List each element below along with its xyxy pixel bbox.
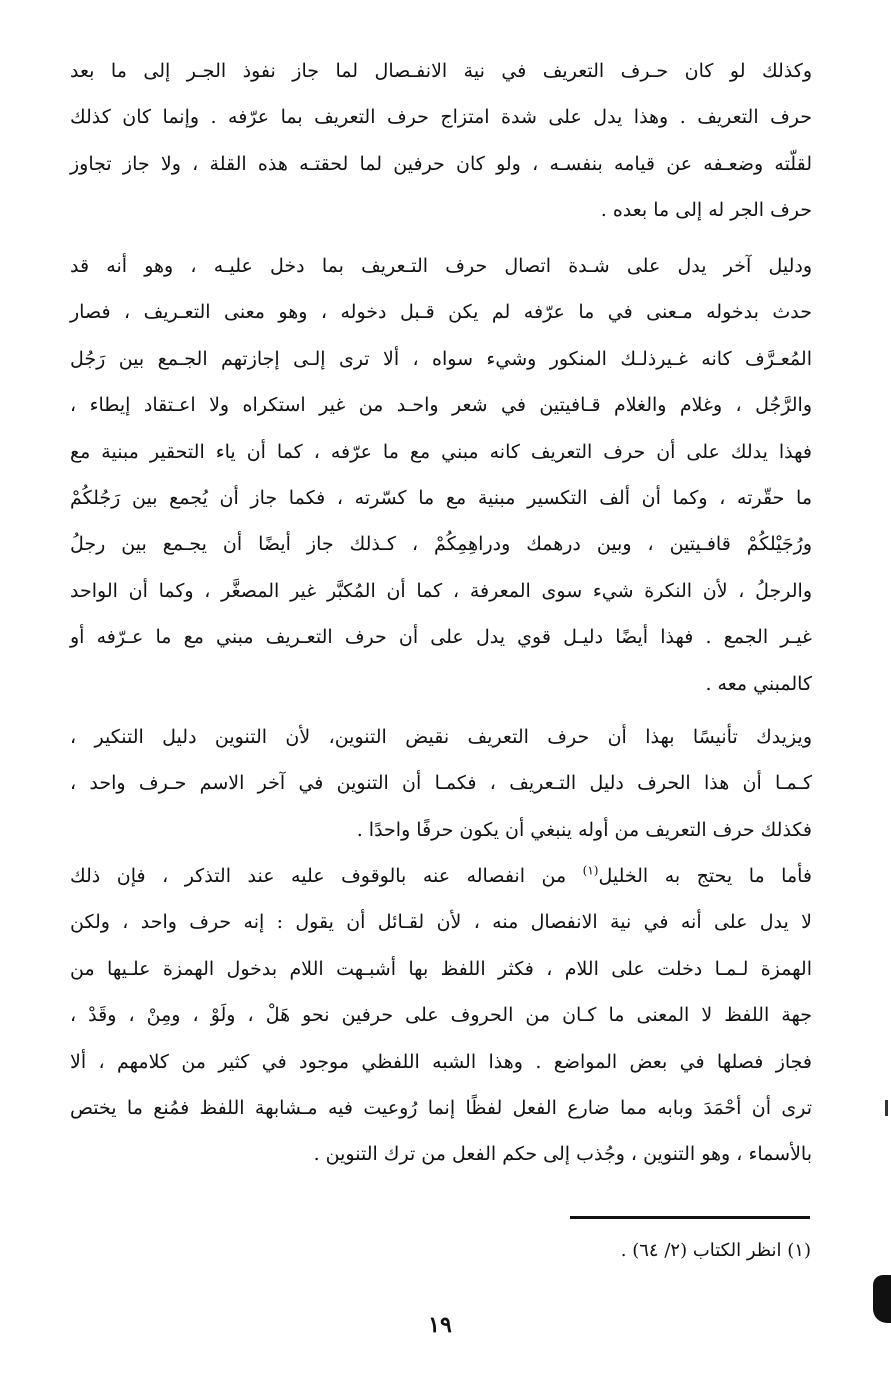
scan-edge-mark (885, 1100, 888, 1116)
text-line: الهمزة لـمـا دخلت على اللام ، فكثر اللفظ بها أشبـهت اللام بدخول الهمزة علـيها من (70, 957, 812, 980)
text-line: فجاز فصلها في بعض المواضع . وهذا الشبه اللفظي موجود في كثير من كلامهم ، ألا (70, 1050, 812, 1073)
text-line: ورُجَيْلكُمْ قافـيتين ، وبين درهمك ودراهِمِكُمْ ، كـذلك جاز أيضًا أن يجـمع بين رجلُ (70, 533, 812, 556)
paragraph-2 (70, 243, 812, 707)
text-line: غيـر الجمع . فهذا أيضًا دليـل قوي يدل على أن حرف التعـريف مبني مع ما عـرّفه أو (70, 626, 812, 649)
text-line: لا يدل على أنه في نية الانفصال منه ، لأن لقـائل أن يقول : إنه حرف واحد ، ولكن (70, 911, 812, 934)
scan-edge-blot (873, 1275, 891, 1323)
paragraph-1 (70, 48, 812, 234)
text-line: والرَّجُل ، وغلام والغلام قـافيتين في شعر واحـد من غير استكراه ولا اعـتقاد إيطاء ، (70, 394, 812, 417)
text-line: كالمبني معه . (705, 672, 812, 695)
text-line: فهذا يدلك على أن حرف التعريف كانه مبني مع ما عرّفه ، كما أن ياء التحقير مبنية مع (70, 440, 812, 463)
text-line: حرف التعريف . وهذا يدل على شدة امتزاج حرف التعريف بما عرّفه . وإنما كان كذلك (70, 106, 812, 129)
text-line: فكذلك حرف التعريف من أوله ينبغي أن يكون حرفًا واحدًا . (356, 818, 812, 841)
text-line: حرف الجر له إلى ما بعده . (600, 199, 812, 222)
page-number: ١٩ (428, 1312, 452, 1338)
text-line-with-footnote-ref (70, 853, 812, 899)
text-line: كـمـا أن هذا الحرف دليل التـعريف ، فكمـا أن التنوين في آخر الاسم حـرف واحد ، (70, 772, 812, 795)
text-line: ويزيدك تأنيسًا بهذا أن حرف التعريف نقيض التنوين، لأن التنوين دليل التنكير ، (70, 726, 812, 748)
footnote: (١) انظر الكتاب (٢/ ٦٤) . (620, 1240, 811, 1261)
text-line: ترى أن أحْمَدَ وبابه مما ضارع الفعل لفظًا إنما رُوعيت فيه مـشابهة اللفظ فمُنع ما يختص (70, 1097, 812, 1120)
text-line: جهة اللفظ لا المعنى ما كـان من الحروف على حرفين نحو هَلْ ، ولَوْ ، ومِنْ ، وقَدْ ، (70, 1004, 812, 1027)
footnote-reference: (١) (582, 863, 599, 878)
footnote-separator (570, 1216, 810, 1219)
paragraph-4 (70, 853, 812, 1178)
text-segment: فأما ما يحتج به الخليل (598, 865, 812, 887)
text-line: ما حقّرته ، وكما أن ألف التكسير مبنية مع ما كسّرته ، فكما جاز أن يُجمع بين رَجُلكُمْ (70, 487, 812, 510)
text-line: وكذلك لو كان حـرف التعريف في نية الانفـصال لما جاز نفوذ الجـر إلى ما بعد (70, 60, 812, 82)
text-segment: من انفصاله عنه بالوقوف عليه عند التذكر ، فإن ذلك (70, 865, 583, 887)
paragraph-3 (70, 714, 812, 853)
text-line: المُعـرَّف كانه غـيرذلـك المنكور وشيء سواه ، ألا ترى إلـى إجازتهم الجـمع بين رَجُل (70, 347, 812, 370)
text-line: والرجلُ ، لأن النكرة شيء سوى المعرفة ، كما أن المُكبَّر غير المصغَّر ، وكما أن الواحد (70, 579, 812, 602)
text-line: لقلّته وضعـفه عن قيامه بنفسـه ، ولو كان حرفين لما لحقتـه هذه القلة ، ولا جاز تجاوز (70, 152, 812, 175)
text-line: بالأسماء ، وهو التنوين ، وجُذب إلى حكم الفعل من ترك التنوين . (313, 1143, 812, 1166)
text-line: ودليل آخر يدل على شـدة اتصال حرف التـعريف بما دخل عليـه ، وهو أنه قد (70, 255, 812, 277)
text-line: حدث بدخوله مـعنى في ما عرّفه لم يكن قـبل دخوله ، وهو معنى التعـريف ، فصار (70, 301, 812, 324)
